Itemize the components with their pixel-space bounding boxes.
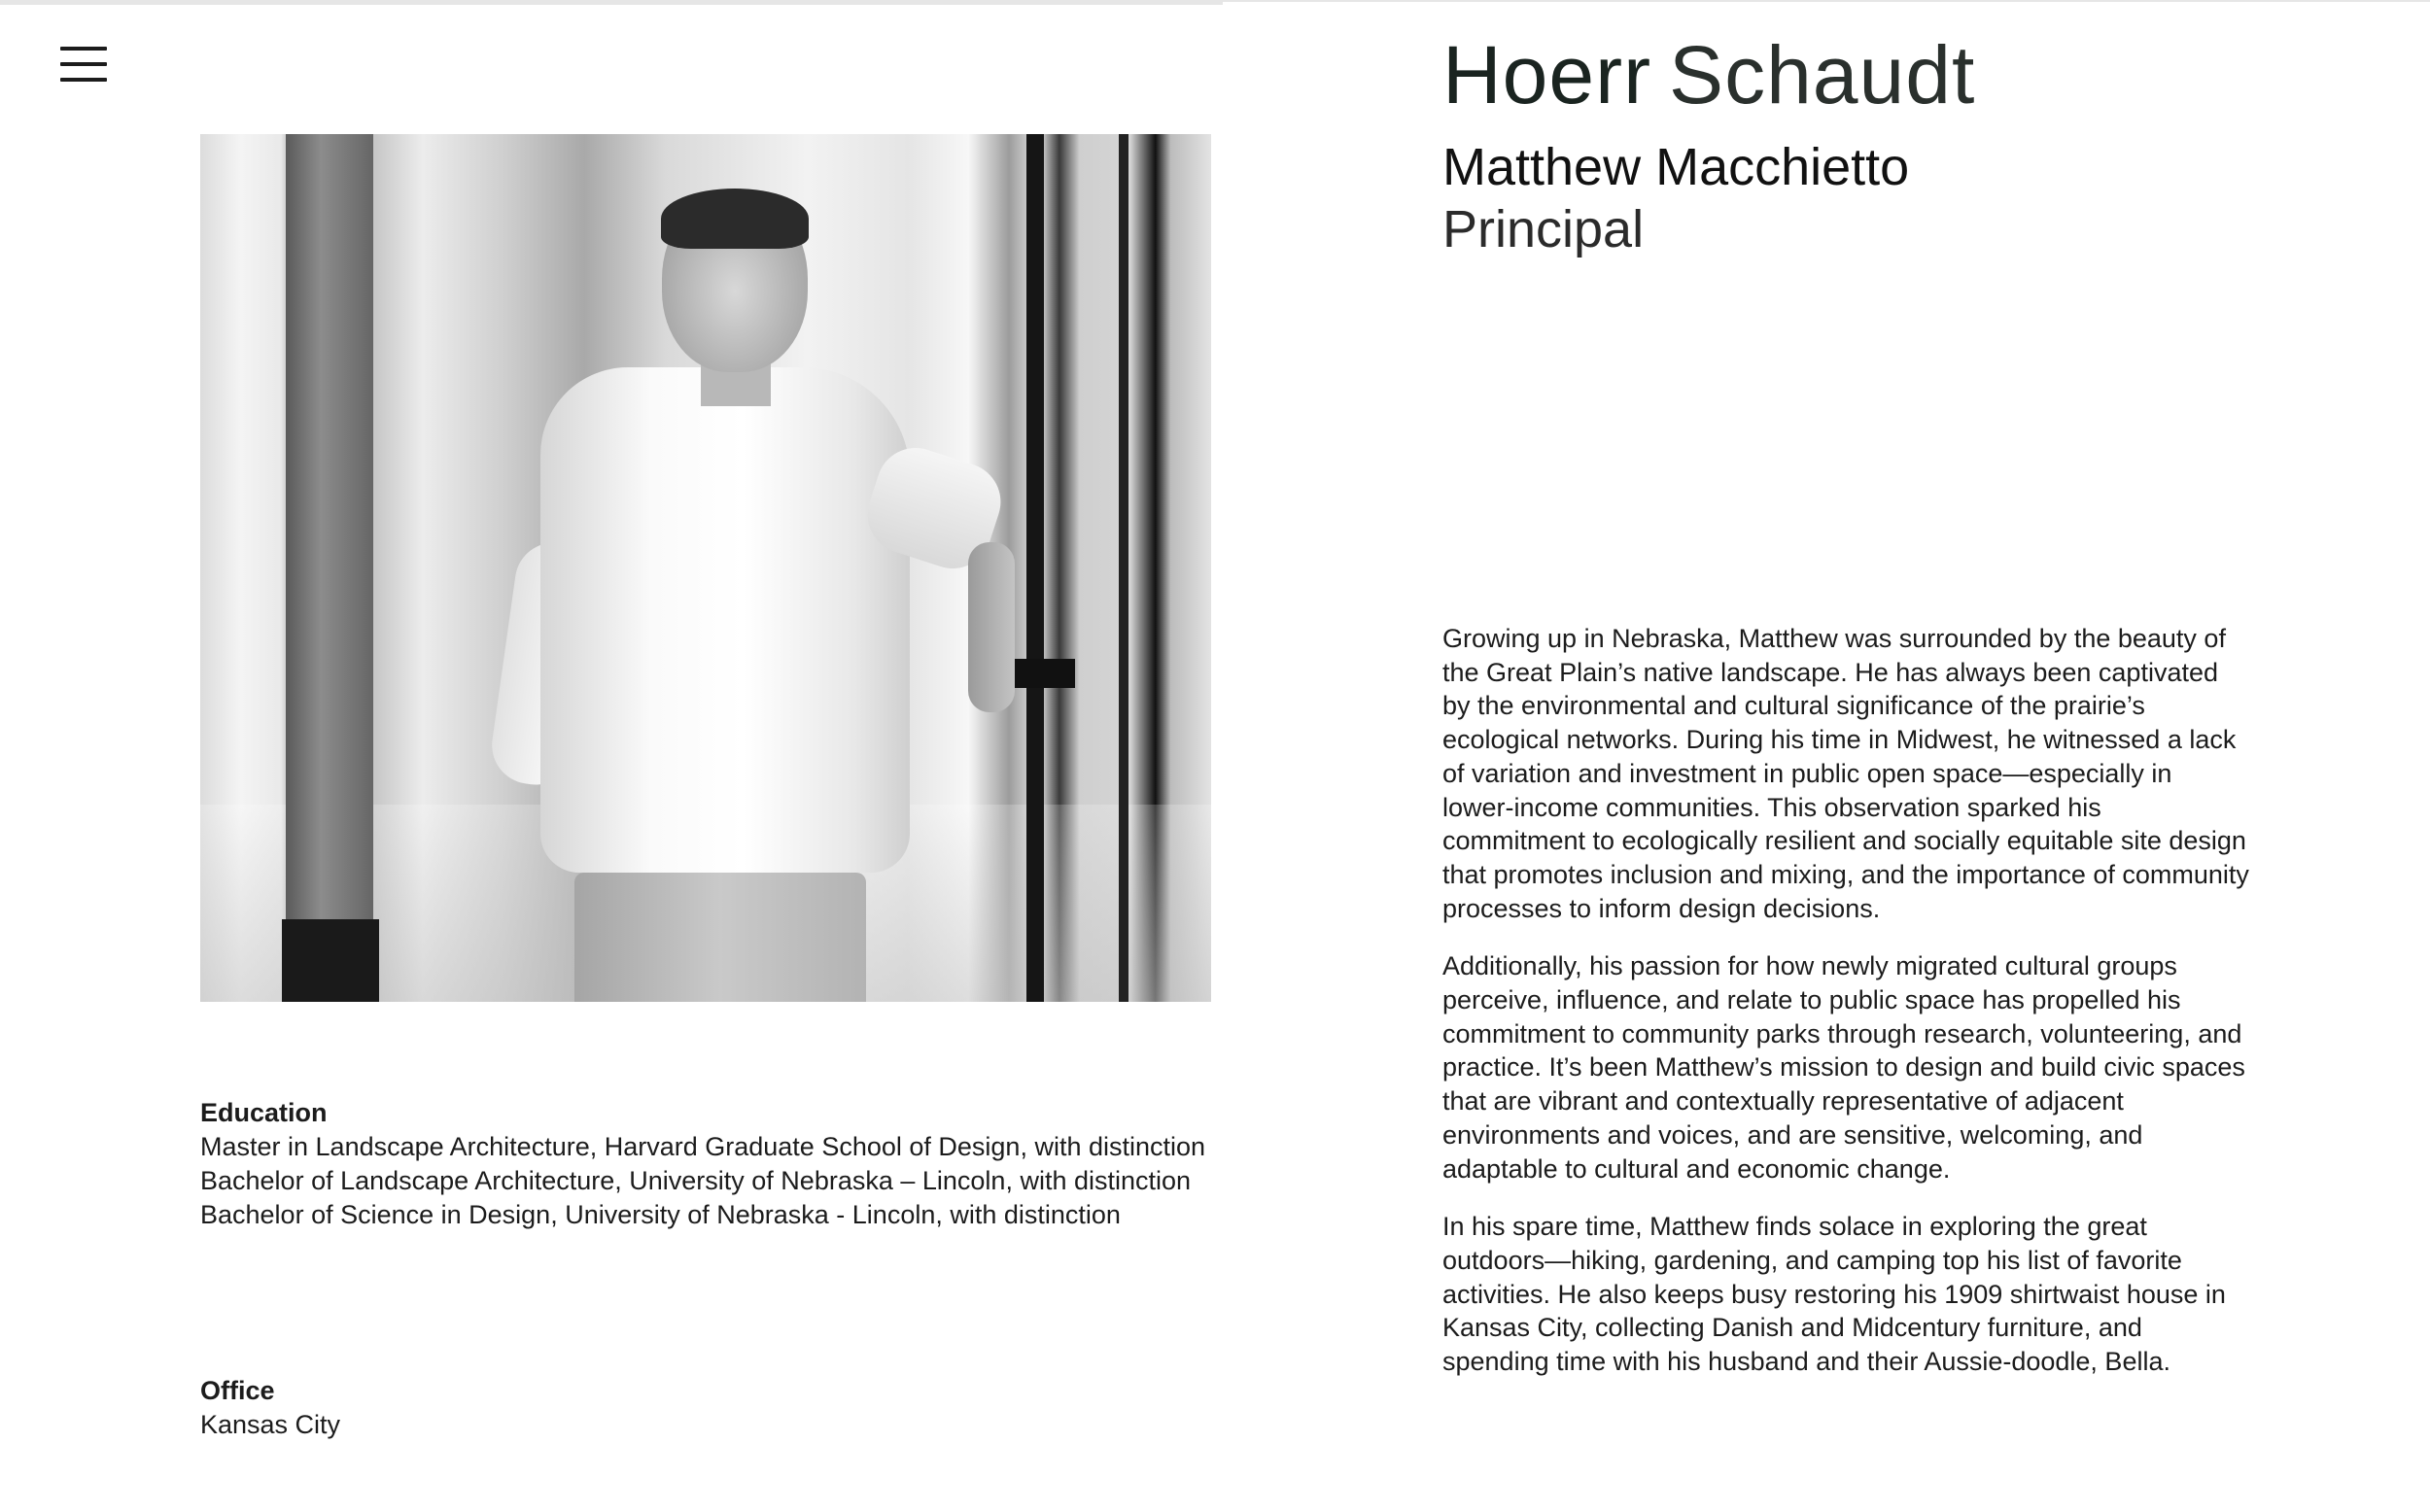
bio-paragraph: In his spare time, Matthew finds solace in exploring the great outdoors—hiking, gardening, and camping top his list of favorite activities. He also keeps busy restoring his 1909 shirtwaist house in Kansas City, collecting Danish and Midcentury furniture, and spending time with his husband and their Aussie-doodle, Bella. [1442,1212,2226,1377]
office-heading: Office [200,1376,275,1405]
top-border-right [1223,0,2430,2]
education-item: Bachelor of Landscape Architecture, University of Nebraska – Lincoln, with distinction [200,1166,1192,1195]
menu-bar [60,47,107,51]
person-forearm [968,542,1015,712]
profile-photo [200,134,1211,1002]
person-name: Matthew Macchietto [1442,138,1910,196]
menu-bar [60,78,107,82]
person-title: Principal [1442,200,1645,258]
education-item: Bachelor of Science in Design, University of Nebraska - Lincoln, with distinction [200,1200,1121,1229]
bio-paragraph: Growing up in Nebraska, Matthew was surrounded by the beauty of the Great Plain’s native landscape. He has always been captivated by the environmental and cultural significance of the prairie’s ecological networks. During his time in Midwest, he witnessed a lack of variation and investment in public open space—especially in lower-income communities. This observation sparked his commitment to ecologically resilient and socially equitable site design that promotes inclusion and mixing, and the importance of community processes to inform design decisions. [1442,624,2249,923]
bio-paragraph: Additionally, his passion for how newly migrated cultural groups perceive, influence, and relate to public space has propelled his commitment to community parks through research, volunteering, and practice. It’s been Matthew’s mission to design and build civic spaces that are vibrant and contextually representative of adjacent environments and voices, and are sensitive, welcoming, and adaptable to cultural and economic change. [1442,951,2245,1184]
logo-word: Hoerr [1442,29,1652,120]
person-hair [661,189,809,249]
bio-section [1442,622,2249,1403]
education-item: Master in Landscape Architecture, Harvard Graduate School of Design, with distinction [200,1132,1206,1161]
office-value: Kansas City [200,1410,341,1439]
office-section [200,1374,1211,1442]
top-border-left [0,0,1223,5]
education-section [200,1096,1211,1232]
photo-person [200,134,1211,1002]
person-shirt [540,367,910,873]
logo-word: Schaudt [1669,29,1976,120]
person-legs [574,873,866,1002]
education-heading: Education [200,1098,328,1127]
menu-bar [60,62,107,66]
hamburger-menu-icon[interactable] [58,45,109,84]
company-logo[interactable] [1442,31,1975,119]
